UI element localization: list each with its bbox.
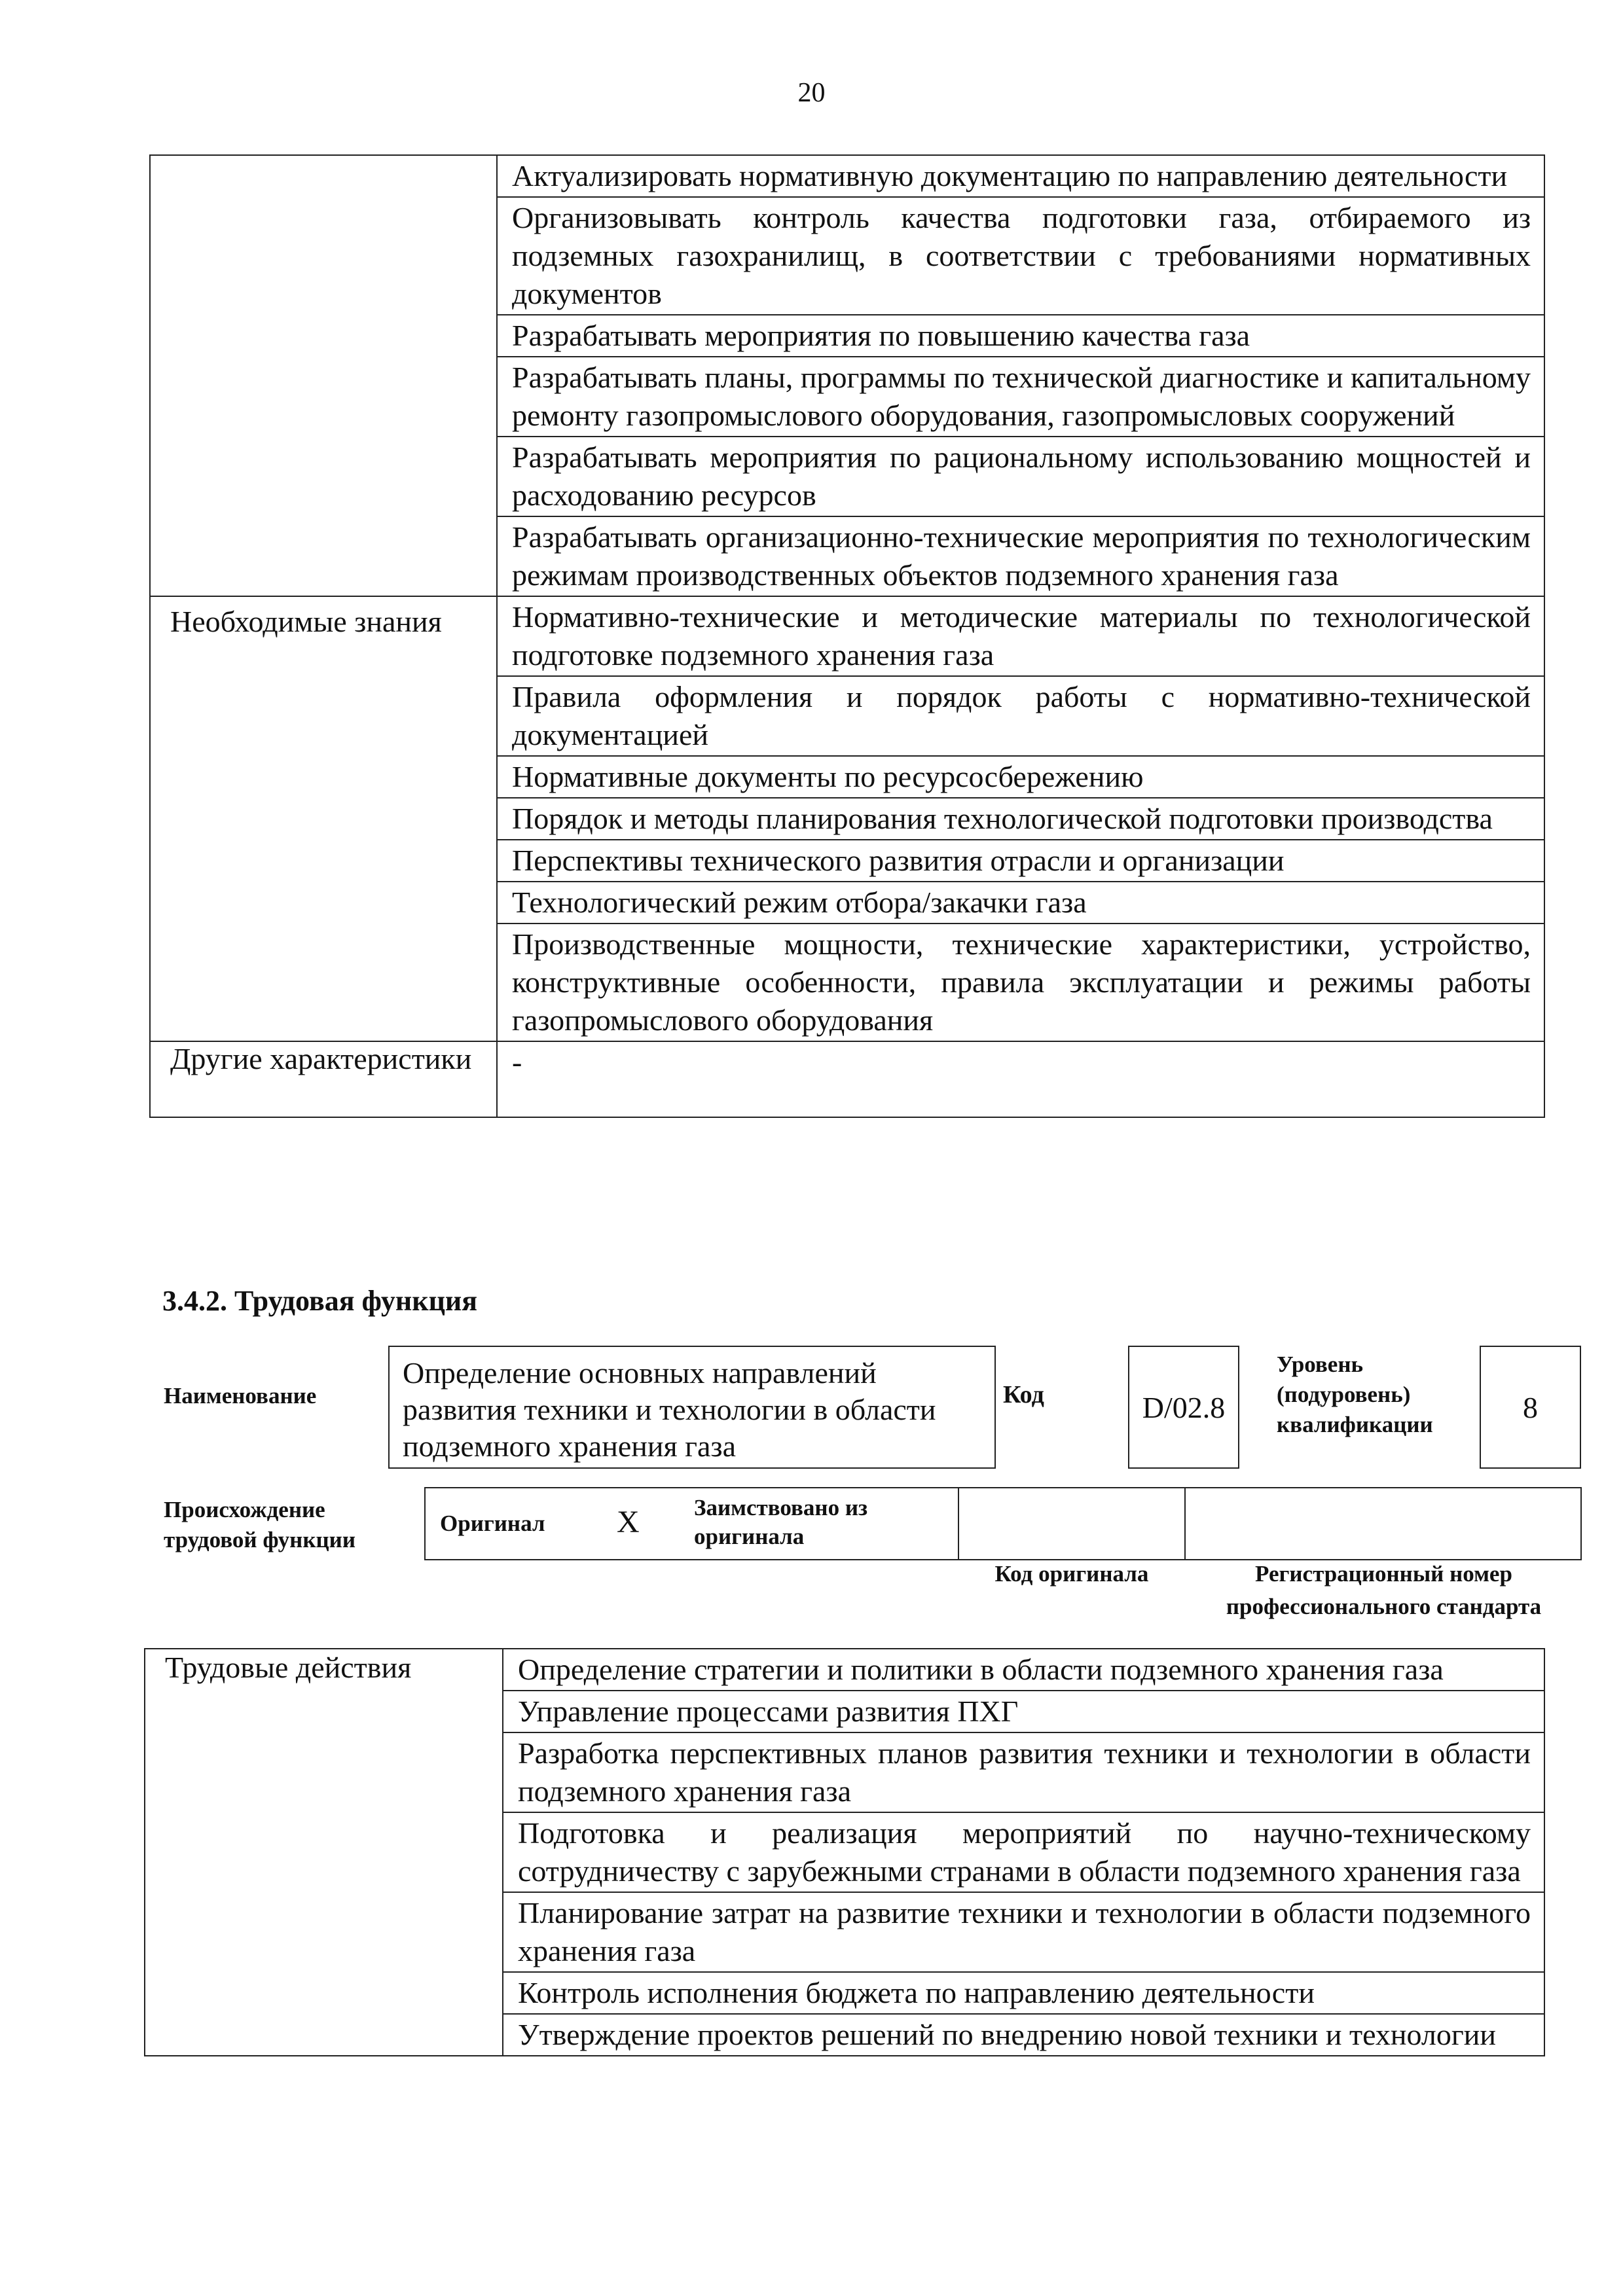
level-value-box: 8 xyxy=(1480,1346,1581,1469)
table-row xyxy=(150,1041,1544,1117)
skills-knowledge-table xyxy=(149,154,1545,1118)
list-item: Нормативные документы по ресурсосбережению xyxy=(498,757,1544,798)
list-item: Порядок и методы планирования технологической подготовки производства xyxy=(498,798,1544,840)
list-item: Подготовка и реализация мероприятий по научно-техническому сотрудничеству с зарубежными странами в области подземного хранения газа xyxy=(503,1813,1544,1893)
labor-actions-cell xyxy=(503,1649,1544,2056)
code-label: Код xyxy=(1003,1381,1044,1408)
row-label-other: Другие характеристики xyxy=(150,1041,497,1117)
original-mark: X xyxy=(617,1505,640,1539)
labor-actions-table xyxy=(144,1648,1545,2056)
row-label-knowledge: Необходимые знания xyxy=(150,596,497,1041)
list-item: Планирование затрат на развитие техники и технологии в области подземного хранения газа xyxy=(503,1893,1544,1973)
origin-cell xyxy=(424,1487,958,1560)
list-item: Разработка перспективных планов развития техники и технологии в области подземного хранения газа xyxy=(503,1733,1544,1813)
list-item: - xyxy=(512,1045,522,1079)
table-row xyxy=(150,155,1544,596)
function-name-box: Определение основных направлений развития техники и технологии в области подземного хранения газа xyxy=(388,1346,996,1469)
list-item: Разрабатывать планы, программы по технической диагностике и капитальному ремонту газопромыслового оборудования, газопромысловых сооружений xyxy=(498,357,1544,437)
list-item: Перспективы технического развития отрасли и организации xyxy=(498,840,1544,882)
row-label-labor-actions: Трудовые действия xyxy=(145,1649,503,2056)
list-item: Производственные мощности, технические характеристики, устройство, конструктивные особенности, правила эксплуатации и режимы работы газопромыслового оборудования xyxy=(512,927,1531,1037)
knowledge-cell xyxy=(497,596,1544,1041)
other-cell xyxy=(497,1041,1544,1117)
list-item: Контроль исполнения бюджета по направлению деятельности xyxy=(503,1973,1544,2015)
list-item: Утверждение проектов решений по внедрению новой техники и технологии xyxy=(518,2018,1496,2051)
borrowed-label: Заимствовано из оригинала xyxy=(694,1495,868,1549)
original-label: Оригинал xyxy=(440,1511,545,1536)
origin-table xyxy=(424,1487,1582,1560)
section-title: 3.4.2. Трудовая функция xyxy=(162,1285,478,1317)
name-label: Наименование xyxy=(164,1383,317,1408)
list-item: Актуализировать нормативную документацию по направлению деятельности xyxy=(498,156,1544,198)
row-label-empty xyxy=(150,155,497,596)
skills-cell xyxy=(497,155,1544,596)
original-code-caption: Код оригинала xyxy=(994,1561,1149,1587)
list-item: Разрабатывать мероприятия по повышению качества газа xyxy=(498,315,1544,357)
list-item: Организовывать контроль качества подготовки газа, отбираемого из подземных газохранилищ, в соответствии с требованиями нормативных документов xyxy=(498,198,1544,315)
list-item: Разрабатывать организационно-технические мероприятия по технологическим режимам производственных объектов подземного хранения газа xyxy=(512,520,1531,592)
level-label: Уровень (подуровень) квалификации xyxy=(1277,1352,1433,1437)
table-row xyxy=(150,596,1544,1041)
list-item: Нормативно-технические и методические материалы по технологической подготовке подземного хранения газа xyxy=(498,597,1544,677)
list-item: Разрабатывать мероприятия по рациональному использованию мощностей и расходованию ресурсов xyxy=(498,437,1544,517)
list-item: Технологический режим отбора/закачки газа xyxy=(498,882,1544,924)
page-number: 20 xyxy=(797,78,826,108)
list-item: Управление процессами развития ПХГ xyxy=(503,1691,1544,1733)
original-code-cell xyxy=(958,1487,1186,1560)
reg-number-caption: Регистрационный номер профессионального стандарта xyxy=(1226,1561,1542,1619)
list-item: Правила оформления и порядок работы с нормативно-технической документацией xyxy=(498,677,1544,757)
table-row xyxy=(145,1649,1544,2056)
code-value-box: D/02.8 xyxy=(1128,1346,1239,1469)
list-item: Определение стратегии и политики в области подземного хранения газа xyxy=(503,1649,1544,1691)
reg-number-cell xyxy=(1186,1487,1582,1560)
origin-label: Происхождение трудовой функции xyxy=(164,1497,356,1552)
